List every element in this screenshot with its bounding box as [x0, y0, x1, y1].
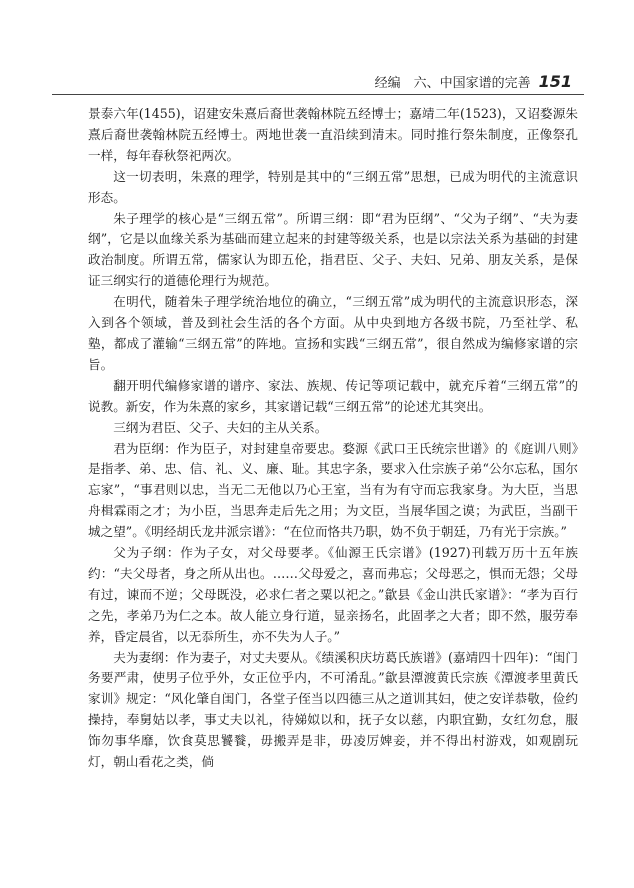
- section-title: 经编 六、中国家谱的完善: [374, 76, 531, 91]
- header-rule: [52, 94, 584, 95]
- paragraph: 这一切表明，朱熹的理学，特别是其中的“三纲五常”思想，已成为明代的主流意识形态。: [88, 168, 578, 205]
- paragraph: 翻开明代编修家谱的谱序、家法、族规、传记等项记载中，就充斥着“三纲五常”的说教。新安，作为朱熹的家乡，其家谱记载“三纲五常”的论述尤其突出。: [88, 377, 578, 414]
- paragraph: 景泰六年(1455)，诏建安朱熹后裔世袭翰林院五经博士；嘉靖二年(1523)，又诏婺源朱熹后裔世袭翰林院五经博士。两地世袭一直沿续到清末。同时推行祭朱制度，正像祭孔一样，每年春秋祭祀两次。: [88, 106, 578, 163]
- paragraph: 君为臣纲：作为臣子，对封建皇帝要忠。婺源《武口王氏统宗世谱》的《庭训八则》是指孝、弟、忠、信、礼、义、廉、耻。其忠字条，要求入仕宗族子弟“公尔忘私，国尔忘家”，“事君则以忠，当无二无他以乃心王室，当有为有守而忘我家身。为大臣，当思舟楫霖雨之才；为小臣，当思奔走后先之用；为文臣，当展华国之谟；为武臣，当副干城之望”。《明经胡氏龙井派宗谱》：“在位而恪共乃职，妫不负于朝廷，乃有光于宗族。”: [88, 440, 578, 540]
- body-text: [88, 104, 578, 773]
- running-header: [375, 72, 572, 91]
- paragraph: 三纲为君臣、父子、夫妇的主从关系。: [113, 419, 328, 435]
- page-number: 151: [538, 72, 572, 91]
- paragraph: 在明代，随着朱子理学统治地位的确立，“三纲五常”成为明代的主流意识形态，深入到各个领域，普及到社会生活的各个方面。从中央到地方各级书院，乃至社学、私塾，都成了灌输“三纲五常”的阵地。宣扬和实践“三纲五常”，很自然成为编修家谱的宗旨。: [88, 294, 578, 372]
- paragraph: 夫为妻纲：作为妻子，对丈夫要从。《绩溪积庆坊葛氏族谱》(嘉靖四十四年)：“闺门务要严肃，使男子位乎外，女正位乎内，不可淆乱。”歙县潭渡黄氏宗族《潭渡孝里黄氏家训》规定：“风化肇自闺门，各堂子侄当以四德三从之道训其妇，使之安详恭敬，俭约操持，奉舅姑以孝，事丈夫以礼，待娣姒以和，抚子女以慈，内职宜勤，女红勿怠，服饰勿事华靡，饮食莫思饕餮，毋搬弄是非，毋凌厉婢妾，并不得出村游戏，如观剧玩灯，朝山看花之类，倘: [88, 649, 578, 770]
- paragraph: 父为子纲：作为子女，对父母要孝。《仙源王氏宗谱》(1927)刊载万历十五年族约：“夫父母者，身之所从出也。……父母爱之，喜而弗忘；父母恶之，惧而无怨；父母有过，谏而不逆；父母既没，必求仁者之粟以祀之。”歙县《金山洪氏家谱》：“孝为百行之先，孝弟乃为仁之本。故人能立身行道，显亲扬名，此固孝之大者；即不然，服劳奉养，昏定晨省，以无忝所生，亦不失为人子。”: [88, 545, 578, 644]
- paragraph: 朱子理学的核心是“三纲五常”。所谓三纲：即“君为臣纲”、“父为子纲”、“夫为妻纲”，它是以血缘关系为基础而建立起来的封建等级关系，也是以宗法关系为基础的封建政治制度。所谓五常，儒家认为即五伦，指君臣、父子、夫妇、兄弟、朋友关系，是保证三纲实行的道德伦理行为规范。: [88, 210, 578, 289]
